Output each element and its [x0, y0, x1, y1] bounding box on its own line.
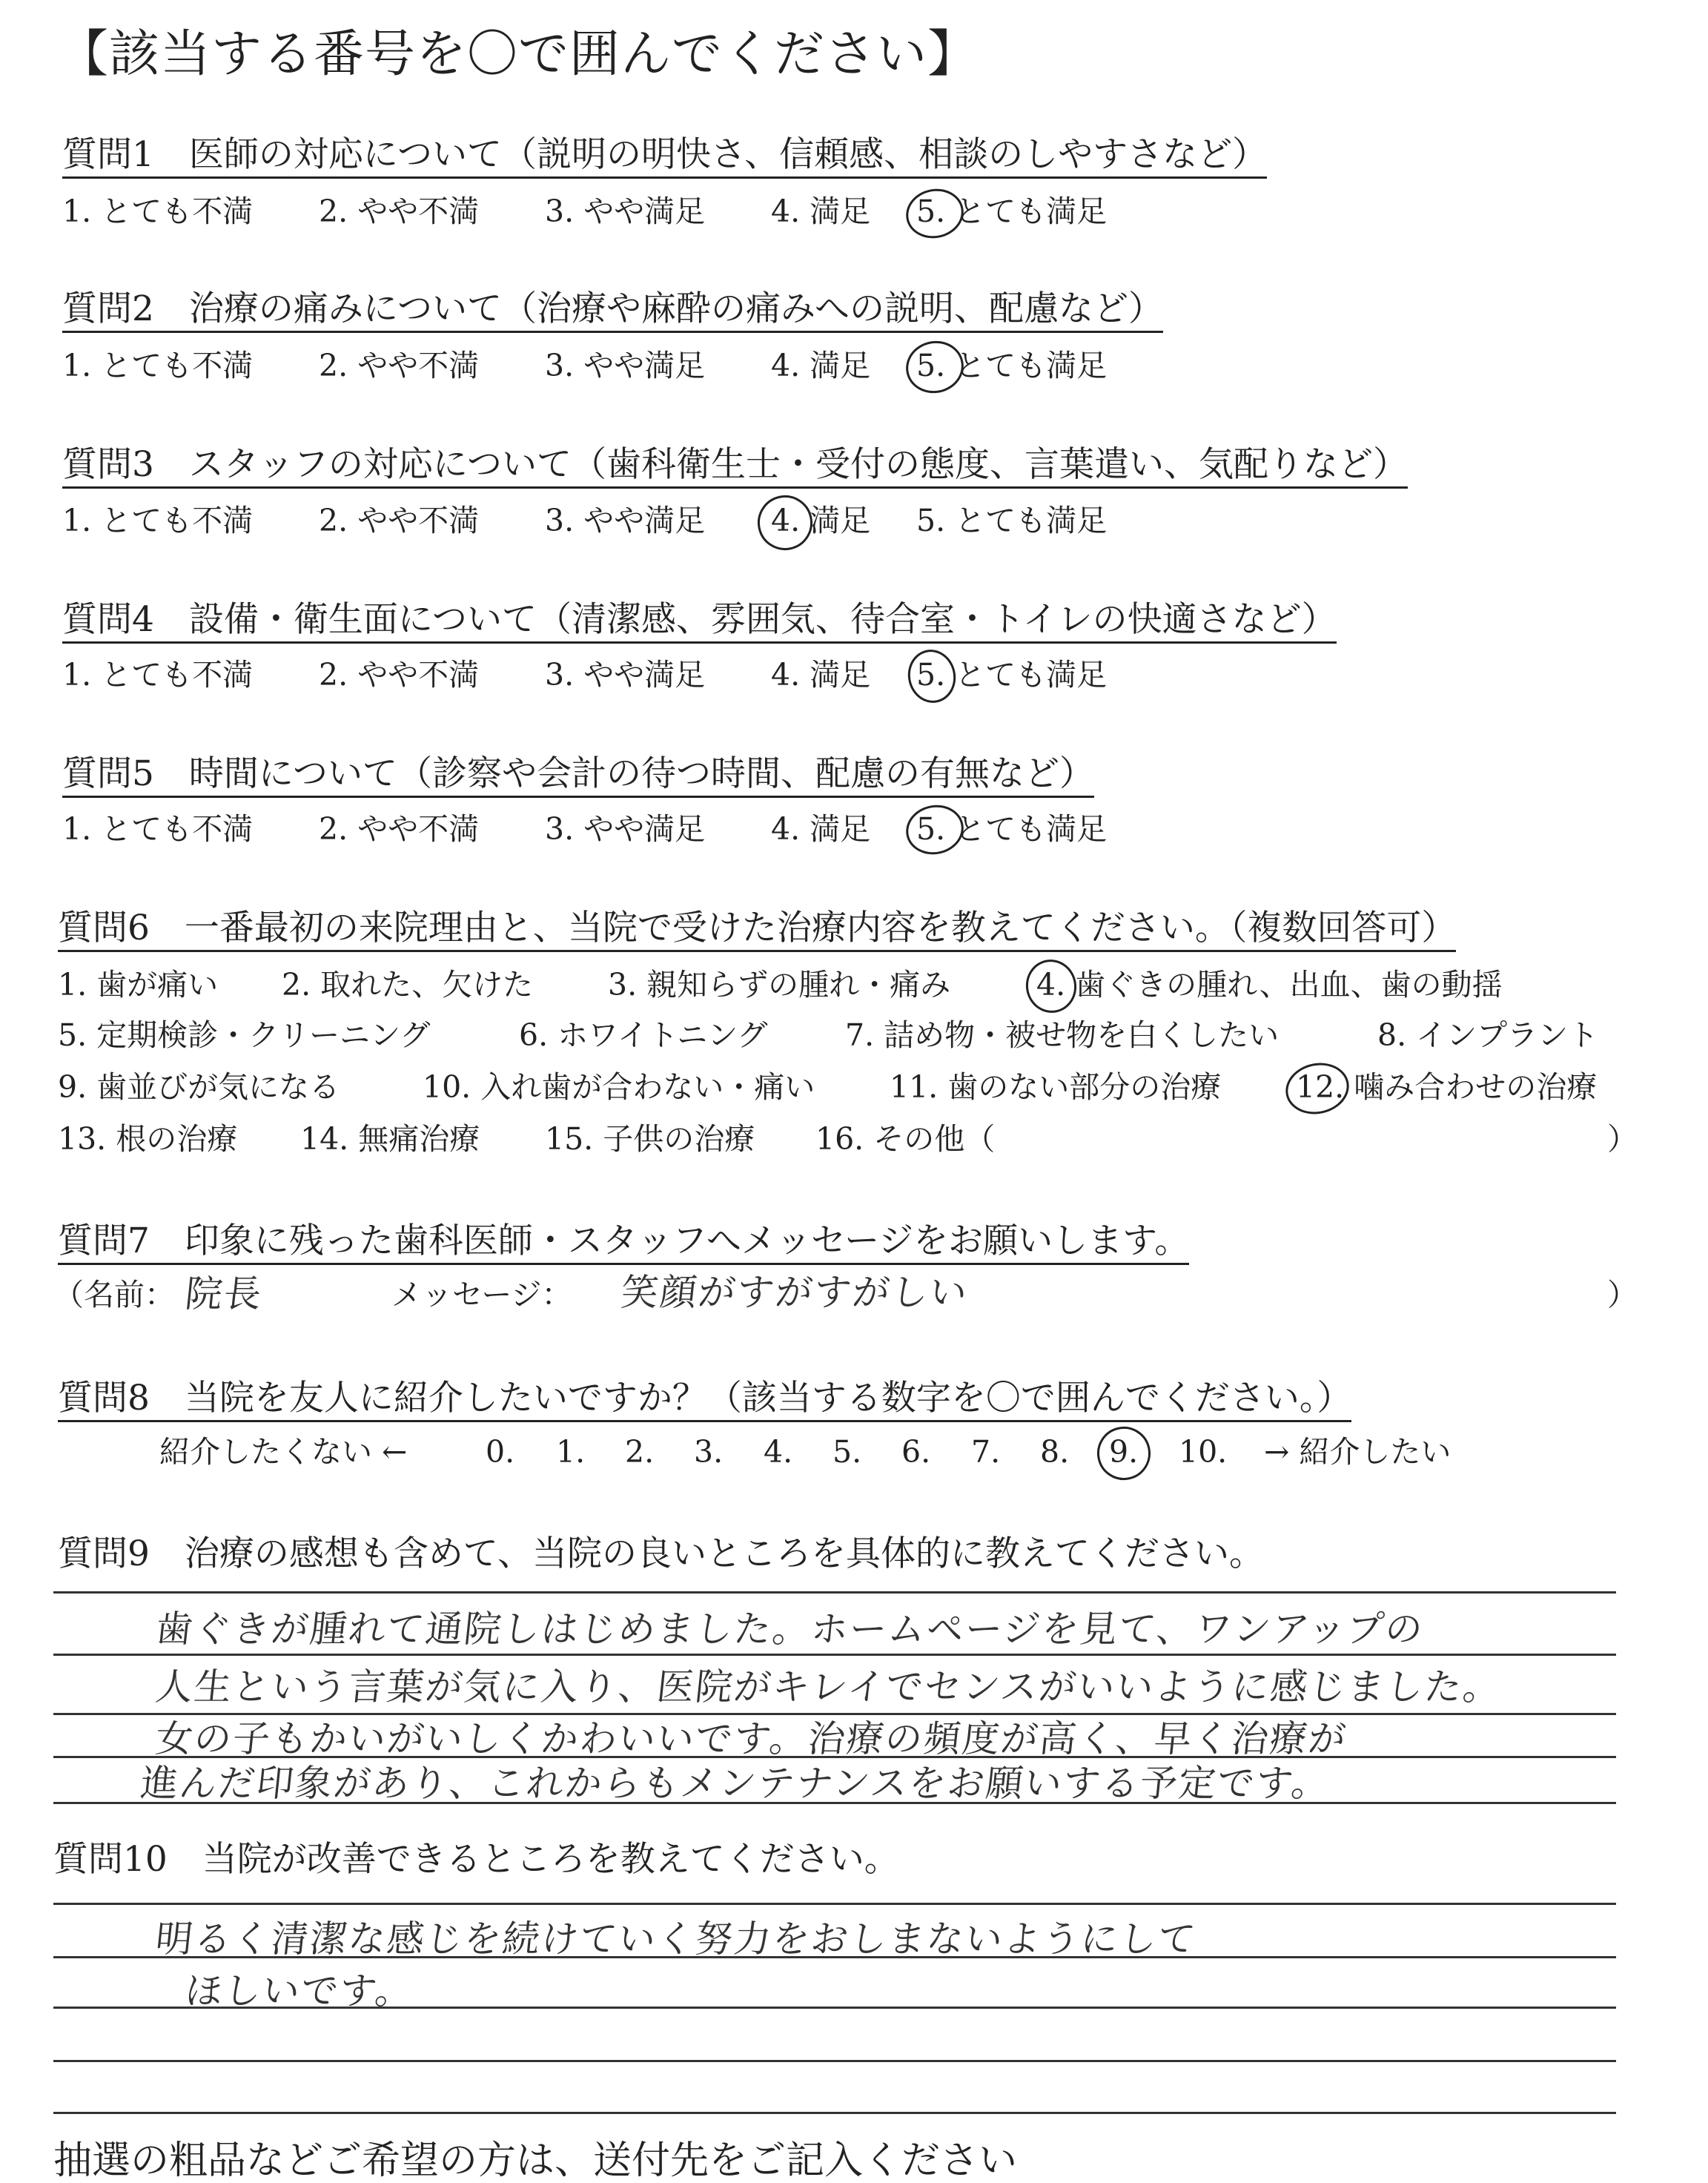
option-2[interactable]: 2. やや不満: [319, 194, 480, 229]
message-label: メッセージ：: [391, 1277, 572, 1312]
question-heading: 質問7 印象に残った歯科医師・スタッフへメッセージをお願いします。: [58, 1223, 1189, 1265]
option-16[interactable]: 16. その他（: [815, 1121, 996, 1157]
scale-3[interactable]: 3.: [694, 1434, 724, 1470]
option-4[interactable]: 4. 満足: [771, 811, 871, 847]
answer-line: [53, 1802, 1616, 1804]
option-3[interactable]: 3. やや満足: [545, 657, 706, 693]
answer-line: [53, 2060, 1616, 2062]
scale-1[interactable]: 1.: [556, 1434, 586, 1470]
option-1[interactable]: 1. とても不満: [62, 348, 254, 383]
selection-circle: [903, 645, 961, 707]
question-heading: 質問8 当院を友人に紹介したいですか？（該当する数字を〇で囲んでください。）: [58, 1381, 1351, 1422]
option-4[interactable]: 4. 歯ぐきの腫れ、出血、歯の動揺: [1036, 967, 1503, 1003]
selection-circle: [752, 490, 818, 555]
option-5[interactable]: 5. とても満足: [916, 194, 1108, 229]
option-3[interactable]: 3. やや満足: [545, 503, 706, 538]
option-12[interactable]: 12. 噛み合わせの治療: [1296, 1069, 1598, 1105]
answer-line: [53, 2112, 1616, 2114]
name-value[interactable]: 院長: [182, 1272, 265, 1315]
option-9[interactable]: 9. 歯並びが気になる: [58, 1069, 340, 1105]
answer-text-line[interactable]: 人生という言葉が気に入り、医院がキレイでセンスがいいように感じました。: [153, 1665, 1504, 1708]
option-8[interactable]: 8. インプラント: [1377, 1017, 1599, 1053]
other-close-paren: ）: [1607, 1121, 1638, 1157]
option-2[interactable]: 2. やや不満: [319, 348, 480, 383]
option-3[interactable]: 3. やや満足: [545, 348, 706, 383]
option-5[interactable]: 5. とても満足: [916, 348, 1108, 383]
option-5[interactable]: 5. とても満足: [916, 657, 1108, 693]
answer-text-line[interactable]: 歯ぐきが腫れて通院しはじめました。ホームページを見て、ワンアップの: [153, 1608, 1426, 1651]
answer-line: [53, 2007, 1616, 2009]
selection-circle: [901, 184, 968, 244]
option-1[interactable]: 1. とても不満: [62, 811, 254, 847]
selection-circle: [1021, 955, 1081, 1018]
scale-4[interactable]: 4.: [764, 1434, 793, 1470]
answer-text-line[interactable]: ほしいです。: [182, 1969, 417, 2012]
answer-text-line[interactable]: 進んだ印象があり、これからもメンテナンスをお願いする予定です。: [138, 1762, 1333, 1805]
message-close-paren: ）: [1607, 1277, 1638, 1312]
option-4[interactable]: 4. 満足: [771, 194, 871, 229]
option-3[interactable]: 3. 親知らずの腫れ・痛み: [608, 967, 951, 1003]
option-4[interactable]: 4. 満足: [771, 348, 871, 383]
answer-line: [53, 1713, 1616, 1715]
question-heading: 質問9 治療の感想も含めて、当院の良いところを具体的に教えてください。: [58, 1533, 1264, 1574]
answer-line: [53, 1591, 1616, 1594]
option-5[interactable]: 5. とても満足: [916, 503, 1108, 538]
scale-7[interactable]: 7.: [971, 1434, 1001, 1470]
question-heading: 質問1 医師の対応について（説明の明快さ、信頼感、相談のしやすさなど）: [62, 137, 1267, 179]
scale-9[interactable]: 9.: [1109, 1434, 1139, 1470]
scale-10[interactable]: 10.: [1179, 1434, 1228, 1470]
option-3[interactable]: 3. やや満足: [545, 811, 706, 847]
option-1[interactable]: 1. とても不満: [62, 657, 254, 693]
selection-circle: [1281, 1057, 1354, 1120]
answer-text-line[interactable]: 明るく清潔な感じを続けていく努力をおしまないようにして: [153, 1918, 1199, 1961]
answer-line: [53, 1956, 1616, 1958]
option-5[interactable]: 5. とても満足: [916, 811, 1108, 847]
answer-line: [53, 1903, 1616, 1905]
option-5[interactable]: 5. 定期検診・クリーニング: [58, 1017, 431, 1053]
footer-note: 抽選の粗品などご希望の方は、送付先をご記入ください: [53, 2139, 1018, 2183]
scale-6[interactable]: 6.: [901, 1434, 931, 1470]
selection-circle: [1092, 1421, 1155, 1484]
option-2[interactable]: 2. やや不満: [319, 811, 480, 847]
option-1[interactable]: 1. とても不満: [62, 503, 254, 538]
option-1[interactable]: 1. 歯が痛い: [58, 967, 219, 1003]
option-4[interactable]: 4. 満足: [771, 503, 871, 538]
scale-left-label: 紹介したくない ←: [159, 1434, 408, 1470]
option-6[interactable]: 6. ホワイトニング: [519, 1017, 768, 1053]
scale-2[interactable]: 2.: [625, 1434, 655, 1470]
option-14[interactable]: 14. 無痛治療: [300, 1121, 480, 1157]
scale-8[interactable]: 8.: [1040, 1434, 1070, 1470]
scale-5[interactable]: 5.: [833, 1434, 862, 1470]
question-heading: 質問3 スタッフの対応について（歯科衛生士・受付の態度、言葉遣い、気配りなど）: [62, 447, 1408, 489]
option-1[interactable]: 1. とても不満: [62, 194, 254, 229]
scale-0[interactable]: 0.: [486, 1434, 515, 1470]
option-15[interactable]: 15. 子供の治療: [545, 1121, 755, 1157]
option-4[interactable]: 4. 満足: [771, 657, 871, 693]
selection-circle: [901, 800, 968, 860]
answer-line: [53, 1654, 1616, 1656]
option-2[interactable]: 2. 取れた、欠けた: [282, 967, 534, 1003]
question-heading: 質問10 当院が改善できるところを教えてください。: [53, 1839, 899, 1880]
option-2[interactable]: 2. やや不満: [319, 503, 480, 538]
answer-text-line[interactable]: 女の子もかいがいしくかわいいです。治療の頻度が高く、早く治療が: [153, 1717, 1350, 1760]
selection-circle: [901, 336, 969, 399]
page-title: 【該当する番号を〇で囲んでください】: [58, 25, 979, 84]
message-value[interactable]: 笑顔がすがすがしい: [618, 1271, 971, 1314]
scale-right-label: → 紹介したい: [1264, 1434, 1452, 1470]
question-heading: 質問5 時間について（診察や会計の待つ時間、配慮の有無など）: [62, 756, 1094, 798]
question-heading: 質問4 設備・衛生面について（清潔感、雰囲気、待合室・トイレの快適さなど）: [62, 602, 1337, 644]
name-label: （名前：: [53, 1277, 175, 1312]
option-13[interactable]: 13. 根の治療: [58, 1121, 238, 1157]
option-7[interactable]: 7. 詰め物・被せ物を白くしたい: [845, 1017, 1280, 1053]
question-heading: 質問6 一番最初の来院理由と、当院で受けた治療内容を教えてください。（複数回答可）: [58, 911, 1456, 952]
option-3[interactable]: 3. やや満足: [545, 194, 706, 229]
option-11[interactable]: 11. 歯のない部分の治療: [890, 1069, 1222, 1105]
option-2[interactable]: 2. やや不満: [319, 657, 480, 693]
question-heading: 質問2 治療の痛みについて（治療や麻酔の痛みへの説明、配慮など）: [62, 291, 1163, 333]
option-10[interactable]: 10. 入れ歯が合わない・痛い: [423, 1069, 815, 1105]
answer-line: [53, 1756, 1616, 1758]
